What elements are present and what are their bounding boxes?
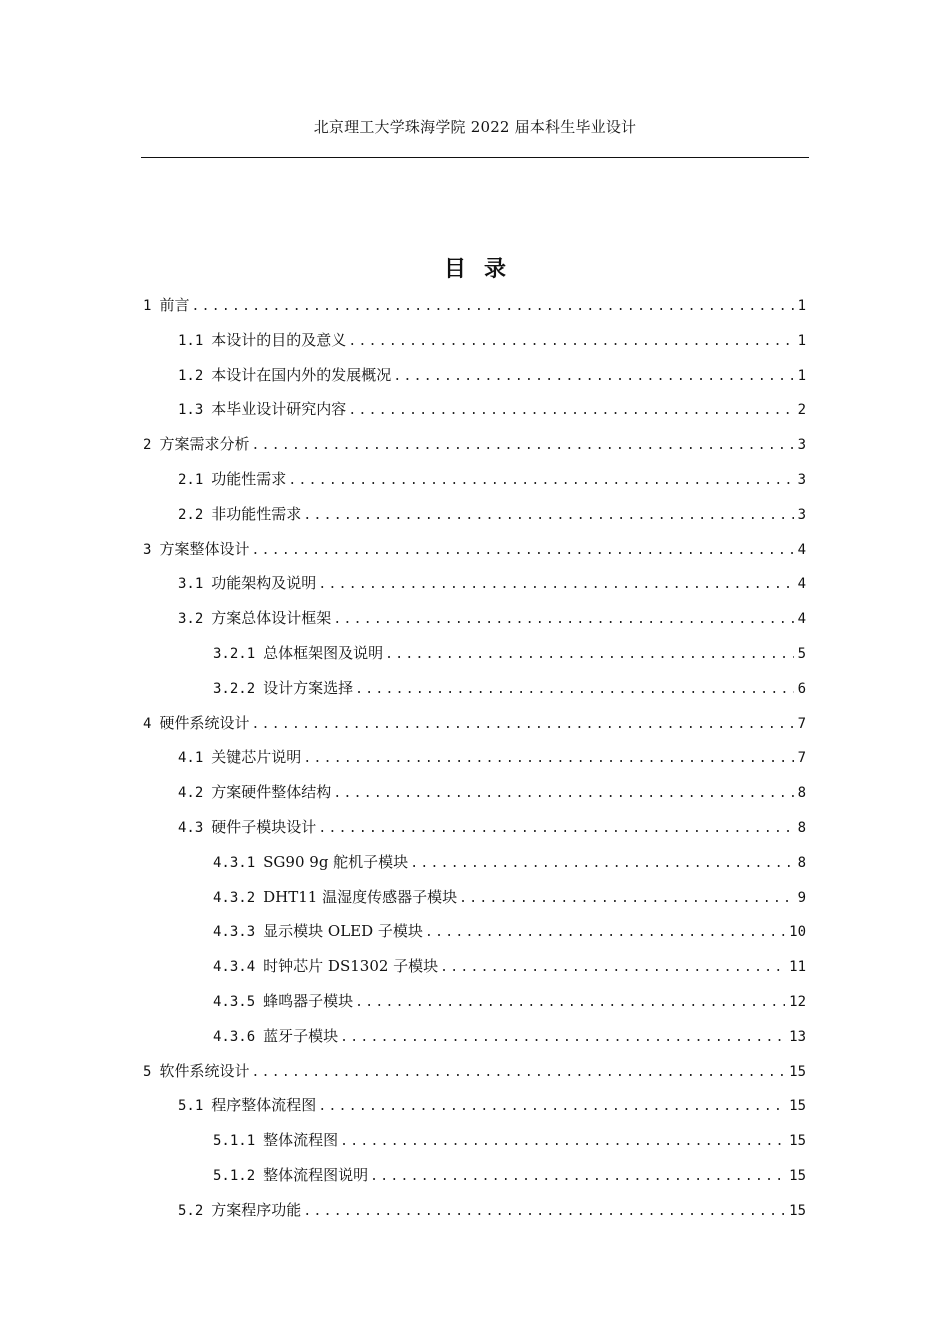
toc-entry-title: 总体框架图及说明 [263,644,384,662]
toc-entry[interactable] [178,398,806,420]
toc-leader-dots [318,1099,785,1114]
toc-entry-title: 方案总体设计框架 [211,609,332,628]
toc-entry-title: 方案硬件整体结构 [211,783,332,802]
toc-entry-number: 3.1 [178,576,204,593]
toc-entry-title: 方案需求分析 [159,435,250,454]
toc-entry[interactable] [143,1060,806,1082]
toc-entry-page: 5 [797,646,806,662]
toc-entry-page: 15 [789,1133,806,1150]
toc-entry-number: 5.1 [178,1098,204,1115]
toc-leader-dots [340,1134,785,1149]
toc-entry-title: 本毕业设计研究内容 [211,400,347,419]
toc-leader-dots [318,821,793,836]
toc-entry-page: 3 [797,472,806,488]
toc-entry-number: 4.3.1 [213,854,256,871]
toc-leader-dots [251,438,793,453]
toc-leader-dots [333,786,793,801]
toc-entry[interactable] [213,1025,806,1047]
toc-leader-dots [385,647,793,662]
toc-leader-dots [348,334,793,349]
toc-entry-number: 4.3.2 [213,889,256,906]
toc-entry-page: 3 [797,506,806,523]
toc-entry-title: 本设计在国内外的发展概况 [211,365,392,384]
toc-entry-title: 功能性需求 [211,470,287,488]
toc-leader-dots [393,369,793,384]
toc-entry-number: 4 [143,715,152,732]
toc-entry-page: 1 [797,298,806,314]
toc-entry-title: 程序整体流程图 [211,1096,317,1115]
toc-entry[interactable] [178,572,806,594]
toc-entry-number: 3.2 [178,611,204,628]
toc-leader-dots [425,925,785,940]
toc-entry-page: 7 [797,715,806,732]
toc-leader-dots [410,856,793,871]
toc-entry-page: 4 [797,541,806,558]
toc-entry-title: 蓝牙子模块 [263,1026,339,1045]
toc-entry-number: 1.2 [178,367,204,384]
toc-leader-dots [303,508,793,523]
toc-entry-number: 5.1.2 [213,1168,256,1184]
toc-entry[interactable] [178,503,806,525]
toc-entry-page: 4 [797,576,806,593]
toc-entry-title: 整体流程图 [263,1131,339,1150]
toc-entry-title: 设计方案选择 [263,678,354,697]
toc-entry[interactable] [143,294,806,316]
toc-leader-dots [355,682,793,697]
toc-entry-number: 4.3.3 [213,924,256,941]
toc-entry-number: 1.3 [178,402,204,419]
toc-leader-dots [355,995,785,1010]
toc-entry-number: 3.2.2 [213,680,256,697]
toc-entry-number: 4.1 [178,750,204,767]
toc-entry-number: 4.3.6 [213,1028,256,1045]
toc-entry[interactable] [213,886,806,908]
toc-entry-page: 7 [797,750,806,767]
toc-entry-page: 12 [789,994,806,1010]
toc-entry-page: 8 [797,820,806,836]
toc-leader-dots [459,891,793,906]
toc-entry-number: 3.2.1 [213,646,256,662]
toc-entry-page: 6 [797,680,806,697]
toc-entry-number: 4.2 [178,785,204,802]
toc-entry[interactable] [213,990,806,1012]
toc-entry-number: 1.1 [178,332,204,349]
toc-entry-page: 11 [789,959,806,976]
toc-leader-dots [251,543,793,558]
toc-entry-title: 蜂鸣器子模块 [263,992,354,1010]
toc-entry[interactable] [178,816,806,838]
toc-entry-title: 关键芯片说明 [211,748,302,767]
toc-entry-title: 显示模块 OLED 子模块 [263,922,423,941]
toc-entry-number: 5.1.1 [213,1133,256,1150]
toc-entry-page: 15 [789,1098,806,1115]
toc-leader-dots [251,1065,785,1080]
toc-entry-number: 4.3.4 [213,959,256,976]
toc-entry[interactable] [178,746,806,768]
toc-entry-page: 13 [789,1028,806,1045]
toc-entry[interactable] [143,712,806,734]
toc-entry-title: 非功能性需求 [211,504,302,523]
toc-entry-page: 3 [797,437,806,454]
toc-entry-page: 1 [797,332,806,349]
toc-entry[interactable] [178,1199,806,1221]
toc-entry-number: 2 [143,437,152,454]
toc-entry-title: 硬件系统设计 [159,713,250,732]
toc-leader-dots [288,473,793,488]
toc-leader-dots [303,751,793,766]
toc-entry[interactable] [213,1164,806,1186]
toc-entry-title: 方案程序功能 [211,1200,302,1219]
toc-entry[interactable] [178,468,806,490]
toc-entry[interactable] [178,329,806,351]
toc-leader-dots [440,960,785,975]
toc-entry-number: 4.3.5 [213,994,256,1010]
toc-entry-page: 15 [789,1063,806,1080]
toc-entry-title: DHT11 温湿度传感器子模块 [263,887,458,906]
toc-entry[interactable] [178,781,806,803]
toc-entry-page: 9 [797,889,806,906]
toc-entry-title: 时钟芯片 DS1302 子模块 [263,957,439,976]
toc-entry[interactable] [213,677,806,699]
toc-entry[interactable] [213,955,806,977]
toc-leader-dots [370,1169,785,1184]
toc-leader-dots [251,717,793,732]
toc-entry-number: 4.3 [178,820,204,836]
toc-entry[interactable] [178,607,806,629]
page-header: 北京理工大学珠海学院 2022 届本科生毕业设计 [313,118,637,136]
toc-entry[interactable] [213,920,806,942]
toc-entry-title: 前言 [159,296,190,314]
toc-entry-page: 10 [789,924,806,941]
toc-entry-number: 1 [143,298,152,314]
toc-entry-title: 功能架构及说明 [211,574,317,593]
toc-entry-page: 15 [789,1168,806,1184]
toc-entry-title: 本设计的目的及意义 [211,330,347,349]
toc-entry-number: 2.1 [178,472,204,488]
toc-entry[interactable] [213,642,806,664]
toc-entry-title: 方案整体设计 [159,539,250,558]
toc-leader-dots [318,577,793,592]
toc-entry[interactable] [143,538,806,560]
toc-leader-dots [191,299,793,314]
toc-entry-title: 整体流程图说明 [263,1166,369,1184]
toc-entry-page: 8 [797,854,806,871]
toc-entry-number: 2.2 [178,506,204,523]
toc-entry-number: 5 [143,1063,152,1080]
toc-entry-page: 1 [797,367,806,384]
toc-entry-page: 2 [797,402,806,419]
toc-leader-dots [303,1204,785,1219]
toc-entry-number: 3 [143,541,152,558]
toc-leader-dots [340,1030,785,1045]
toc-leader-dots [333,612,793,627]
toc-entry[interactable] [213,851,806,873]
toc-entry-page: 4 [797,611,806,628]
toc-entry[interactable] [143,433,806,455]
toc-entry-title: 软件系统设计 [159,1061,250,1080]
toc-entry[interactable] [178,1094,806,1116]
toc-entry-page: 15 [789,1202,806,1219]
toc-entry-page: 8 [797,785,806,802]
toc-entry-number: 5.2 [178,1202,204,1219]
toc-entry[interactable] [178,364,806,386]
toc-entry[interactable] [213,1129,806,1151]
toc-title: 目录 [443,256,524,282]
toc-entry-title: 硬件子模块设计 [211,818,317,836]
toc-entry-title: SG90 9g 舵机子模块 [263,852,409,871]
toc-leader-dots [348,403,793,418]
